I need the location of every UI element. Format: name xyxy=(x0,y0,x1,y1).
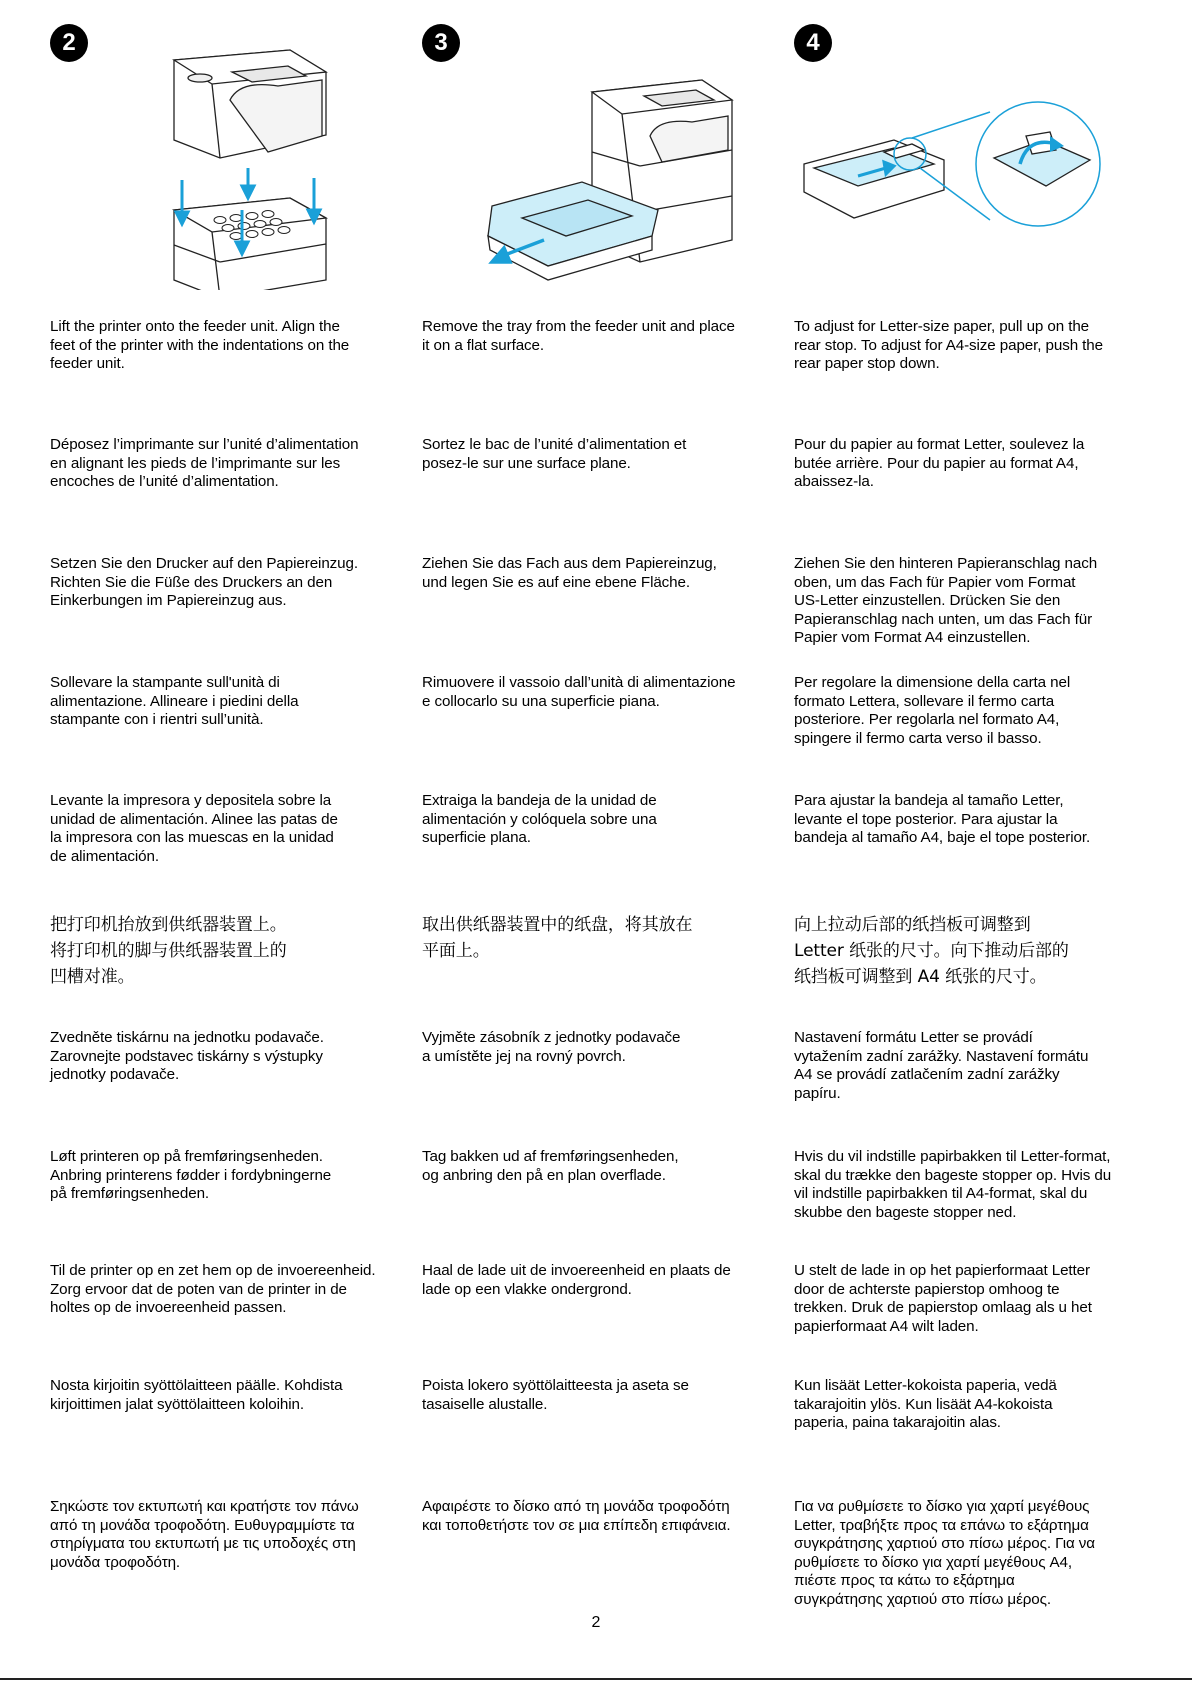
step-2-text-es: Levante la impresora y depositela sobre la unidad de alimentación. Alinee las patas de la impresora con las muescas en la unidad de alimentación. xyxy=(50,792,338,865)
step-3-text-it: Rimuovere il vassoio dall’unità di alimentazione e collocarlo su una superficie piana. xyxy=(422,674,736,710)
step-2-text-zh: 把打印机抬放到供纸器装置上。 将打印机的脚与供纸器装置上的 凹槽对准。 xyxy=(50,915,287,987)
step-4-text-fr: Pour du papier au format Letter, soulevez la butée arrière. Pour du papier au format A4, abaissez-la. xyxy=(794,436,1085,491)
step-2-text-fi: Nosta kirjoitin syöttölaitteen päälle. Kohdista kirjoittimen jalat syöttölaitteen koloihin. xyxy=(50,1377,343,1413)
step-4-text-da: Hvis du vil indstille papirbakken til Letter-format, skal du trække den bageste stopper op. Hvis du vil indstille papirbakken til A4-format, skal du skubbe den bageste stopper ned. xyxy=(794,1148,1112,1221)
step-3-text-es: Extraiga la bandeja de la unidad de alimentación y colóquela sobre una superficie plana. xyxy=(422,792,657,847)
step-4-text-de: Ziehen Sie den hinteren Papieranschlag nach oben, um das Fach für Papier vom Format US-Letter einzustellen. Drücken Sie den Papieranschlag nach unten, um das Fach für Papier vom Format A4 einzustellen. xyxy=(794,555,1098,647)
step-3-text-fr: Sortez le bac de l’unité d’alimentation et posez-le sur une surface plane. xyxy=(422,436,687,472)
step-4-text-nl: U stelt de lade in op het papierformaat Letter door de achterste papierstop omhoog te trekken. Druk de papierstop omlaag als u het papierformaat A4 wilt laden. xyxy=(794,1262,1092,1335)
step-2-badge: 2 xyxy=(50,24,88,62)
step-2-text-cs: Zvedněte tiskárnu na jednotku podavače. Zarovnejte podstavec tiskárny s výstupky jednotky podavače. xyxy=(50,1029,324,1084)
step-3-text-nl: Haal de lade uit de invoereenheid en plaats de lade op een vlakke ondergrond. xyxy=(422,1262,731,1298)
step-4-text-it: Per regolare la dimensione della carta nel formato Lettera, sollevare il fermo carta posteriore. Per regolarla nel formato A4, spingere il fermo carta verso il basso. xyxy=(794,674,1071,747)
step-2-text-en: Lift the printer onto the feeder unit. Align the feet of the printer with the indentations on the feeder unit. xyxy=(50,318,350,373)
step-4-text-es: Para ajustar la bandeja al tamaño Letter, levante el tope posterior. Para ajustar la bandeja al tamaño A4, baje el tope posterior. xyxy=(794,792,1091,847)
step-2-text-da: Løft printeren op på fremføringsenheden. Anbring printerens fødder i fordybningerne på fremføringsenheden. xyxy=(50,1148,332,1203)
step-4-badge: 4 xyxy=(794,24,832,62)
step-2-text-fr: Déposez l’imprimante sur l’unité d’alimentation en alignant les pieds de l’imprimante sur les encoches de l’unité d’alimentation. xyxy=(50,436,359,491)
step-3-text-zh: 取出供纸器装置中的纸盘，将其放在 平面上。 xyxy=(422,915,693,961)
step-3-text-cs: Vyjměte zásobník z jednotky podavače a umístěte jej na rovný povrch. xyxy=(422,1029,681,1065)
step-4-text-en: To adjust for Letter-size paper, pull up on the rear stop. To adjust for A4-size paper, push the rear paper stop down. xyxy=(794,318,1103,373)
step-2-text-el: Σηκώστε τον εκτυπωτή και κρατήστε τον πάνω από τη μονάδα τροφοδότη. Ευθυγραμμίστε τα στηρίγματα του εκτυπωτή με τις υποδοχές στη μονάδα τροφοδότη. xyxy=(50,1498,359,1571)
step-3-text-da: Tag bakken ud af fremføringsenheden, og anbring den på en plan overflade. xyxy=(422,1148,679,1184)
step-3-text-de: Ziehen Sie das Fach aus dem Papiereinzug, und legen Sie es auf eine ebene Fläche. xyxy=(422,555,717,591)
step-3-text-el: Αφαιρέστε το δίσκο από τη μονάδα τροφοδότη και τοποθετήστε τον σε μια επίπεδη επιφάνεια. xyxy=(422,1498,731,1534)
printer-on-feeder-illustration xyxy=(90,40,390,290)
remove-tray-illustration xyxy=(462,40,762,290)
step-4-text-fi: Kun lisäät Letter-kokoista paperia, vedä takarajoitin ylös. Kun lisäät A4-kokoista paperia, paina takarajoitin alas. xyxy=(794,1377,1057,1432)
bottom-rule xyxy=(0,1678,1192,1680)
step-2-text-it: Sollevare la stampante sull'unità di alimentazione. Allineare i piedini della stampante con i rientri sull’unità. xyxy=(50,674,299,729)
step-4-text-cs: Nastavení formátu Letter se provádí vytažením zadní zarážky. Nastavení formátu A4 se provádí zatlačením zadní zarážky papíru. xyxy=(794,1029,1089,1102)
step-4-text-zh: 向上拉动后部的纸挡板可调整到 Letter 纸张的尺寸。向下推动后部的 纸挡板可调整到 A4 纸张的尺寸。 xyxy=(794,915,1069,987)
page-number: 2 xyxy=(591,1614,601,1631)
step-3-text-en: Remove the tray from the feeder unit and place it on a flat surface. xyxy=(422,318,735,354)
step-2-text-nl: Til de printer op en zet hem op de invoereenheid. Zorg ervoor dat de poten van de printer in de holtes op de invoereenheid passen. xyxy=(50,1262,376,1317)
step-4-text-el: Για να ρυθμίσετε το δίσκο για χαρτί μεγέθους Letter, τραβήξτε προς τα επάνω το εξάρτημα συγκράτησης χαρτιού στο πίσω μέρος. Για να ρυθμίσετε το δίσκο για χαρτί μεγέθους A4, πιέστε προς τα κάτω το εξάρτημα συγκράτησης χαρτιού στο πίσω μέρος. xyxy=(794,1498,1095,1608)
step-3-text-fi: Poista lokero syöttölaitteesta ja aseta se tasaiselle alustalle. xyxy=(422,1377,689,1413)
step-3-badge: 3 xyxy=(422,24,460,62)
step-2-text-de: Setzen Sie den Drucker auf den Papiereinzug. Richten Sie die Füße des Druckers an den Einkerbungen im Papiereinzug aus. xyxy=(50,555,358,610)
adjust-rear-stop-illustration xyxy=(794,40,1134,290)
